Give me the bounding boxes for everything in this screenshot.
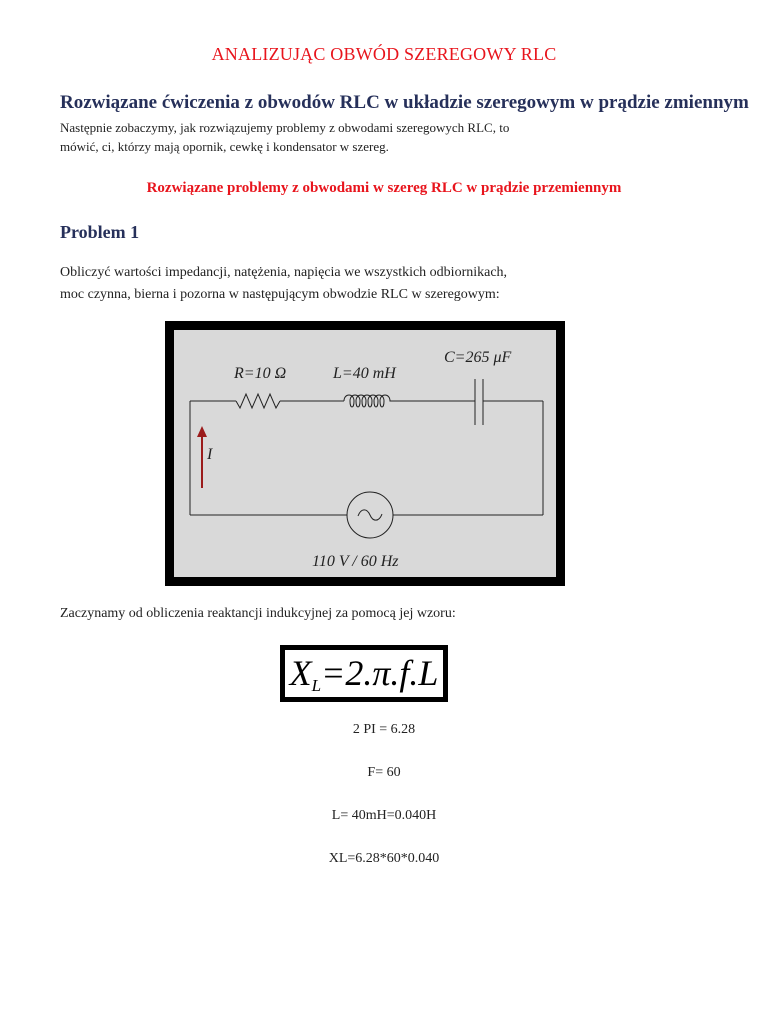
formula-symbol: X [289, 653, 312, 693]
lead-text: Zaczynamy od obliczenia reaktancji indukcyjnej za pomocą jej wzoru: [60, 606, 456, 621]
circuit-svg [174, 330, 556, 577]
calc-line: L= 40mH=0.040H [331, 808, 437, 823]
problem-heading: Problem 1 [60, 222, 140, 242]
formula-rhs: =2.π.f.L [321, 653, 439, 693]
current-label: I [207, 446, 213, 463]
inductor-label: L=40 mH [333, 365, 396, 382]
resistor-label: R=10 Ω [234, 365, 287, 382]
section-title: Rozwiązane problemy z obwodami w szereg RLC w prądzie przemiennym [146, 180, 622, 196]
page-title: ANALIZUJĄC OBWÓD SZEREGOWY RLC [211, 44, 557, 64]
intro-paragraph [60, 118, 580, 156]
calc-line: XL=6.28*60*0.040 [328, 851, 440, 866]
circuit-diagram [165, 321, 565, 586]
capacitor-label: C=265 μF [444, 349, 512, 366]
problem-text-line: Obliczyć wartości impedancji, natężenia, napięcia we wszystkich odbiornikach, [60, 265, 508, 280]
intro-line: mówić, ci, którzy mają opornik, cewkę i kondensator w szereg. [60, 139, 389, 154]
formula-subscript: L [311, 676, 322, 695]
formula-box [280, 645, 448, 702]
source-label: 110 V / 60 Hz [312, 553, 399, 570]
problem-text [60, 262, 588, 306]
problem-text-line: moc czynna, bierna i pozorna w następującym obwodzie RLC w szeregowym: [60, 287, 500, 302]
calc-line: F= 60 [367, 765, 401, 780]
intro-line: Następnie zobaczymy, jak rozwiązujemy problemy z obwodami szeregowych RLC, to [60, 120, 510, 135]
subtitle-heading: Rozwiązane ćwiczenia z obwodów RLC w układzie szeregowym w prądzie zmiennym [60, 92, 749, 113]
inductive-reactance-formula [285, 650, 443, 697]
calc-line: 2 PI = 6.28 [352, 722, 416, 737]
